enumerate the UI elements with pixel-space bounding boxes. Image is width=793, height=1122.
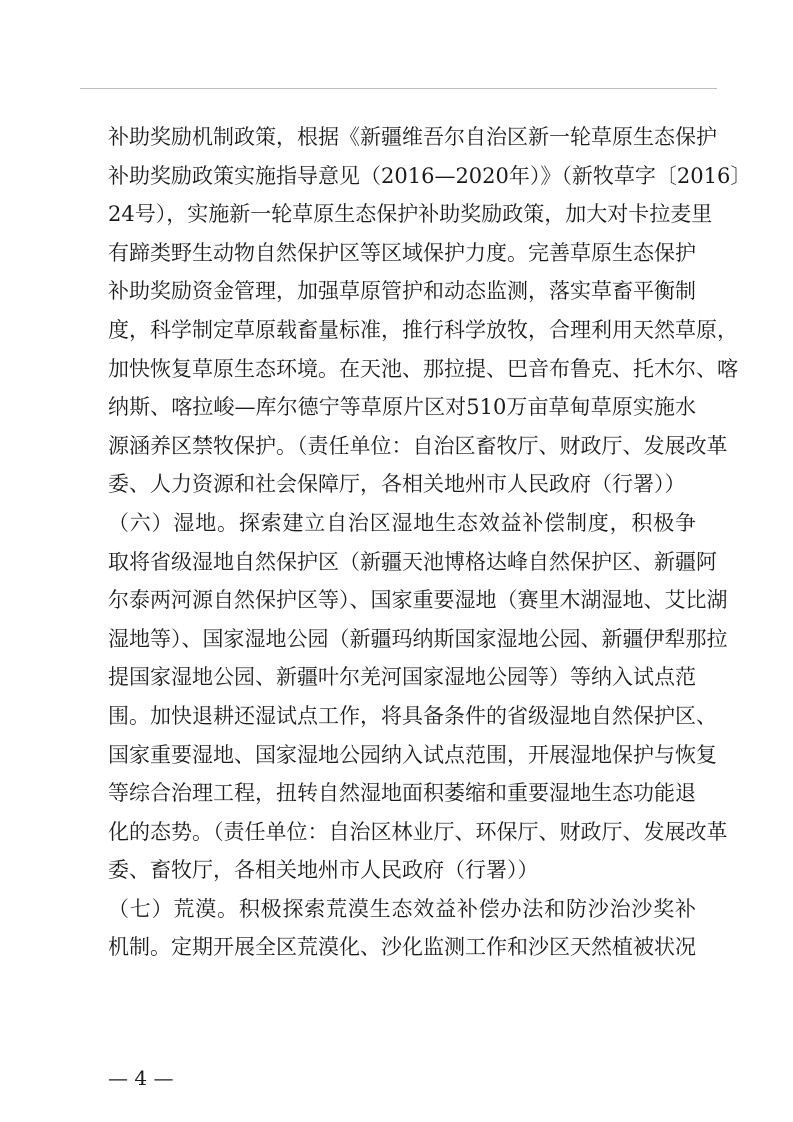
text-line: 纳斯、喀拉峻—库尔德宁等草原片区对510万亩草甸草原实施水 xyxy=(108,395,696,420)
section-six-heading-line: （六）湿地。探索建立自治区湿地生态效益补偿制度，积极争 xyxy=(108,510,696,535)
text-line: 机制。定期开展全区荒漠化、沙化监测工作和沙区天然植被状况 xyxy=(108,935,696,960)
text-line: 度，科学制定草原载畜量标准，推行科学放牧，合理利用天然草原， xyxy=(108,317,738,342)
text-line: 委、人力资源和社会保障厅，各相关地州市人民政府（行署）） xyxy=(108,472,686,497)
text-line: 源涵养区禁牧保护。（责任单位：自治区畜牧厅、财政厅、发展改革 xyxy=(108,433,728,458)
section-seven-heading-line: （七）荒漠。积极探索荒漠生态效益补偿办法和防沙治沙奖补 xyxy=(108,896,696,921)
text-line: 尔泰两河源自然保护区等）、国家重要湿地（赛里木湖湿地、艾比湖 xyxy=(108,588,728,613)
text-line: 化的态势。（责任单位：自治区林业厅、环保厅、财政厅、发展改革 xyxy=(108,819,728,844)
page-number: — 4 — xyxy=(108,1066,174,1090)
document-body xyxy=(108,118,752,967)
text-line: 取将省级湿地自然保护区（新疆天池博格达峰自然保护区、新疆阿 xyxy=(108,549,717,574)
text-line: 补助奖励政策实施指导意见（2016—2020年）》（新牧草字〔2016〕 xyxy=(108,163,752,188)
text-line: 提国家湿地公园、新疆叶尔羌河国家湿地公园等）等纳入试点范 xyxy=(108,665,696,690)
header-rule xyxy=(80,88,717,89)
text-line: 补助奖励资金管理，加强草原管护和动态监测，落实草畜平衡制 xyxy=(108,279,696,304)
text-line: 委、畜牧厅，各相关地州市人民政府（行署）） xyxy=(108,858,539,883)
text-line: 湿地等）、国家湿地公园（新疆玛纳斯国家湿地公园、新疆伊犁那拉 xyxy=(108,626,728,651)
text-line: 围。加快退耕还湿试点工作，将具备条件的省级湿地自然保护区、 xyxy=(108,703,717,728)
text-line: 加快恢复草原生态环境。在天池、那拉提、巴音布鲁克、托木尔、喀 xyxy=(108,356,738,381)
text-line: 24号），实施新一轮草原生态保护补助奖励政策，加大对卡拉麦里 xyxy=(108,202,713,227)
text-line: 补助奖励机制政策，根据《新疆维吾尔自治区新一轮草原生态保护 xyxy=(108,125,717,149)
text-line: 等综合治理工程，扭转自然湿地面积萎缩和重要湿地生态功能退 xyxy=(108,781,696,806)
text-line: 有蹄类野生动物自然保护区等区域保护力度。完善草原生态保护 xyxy=(108,240,696,265)
text-line: 国家重要湿地、国家湿地公园纳入试点范围，开展湿地保护与恢复 xyxy=(108,742,717,767)
